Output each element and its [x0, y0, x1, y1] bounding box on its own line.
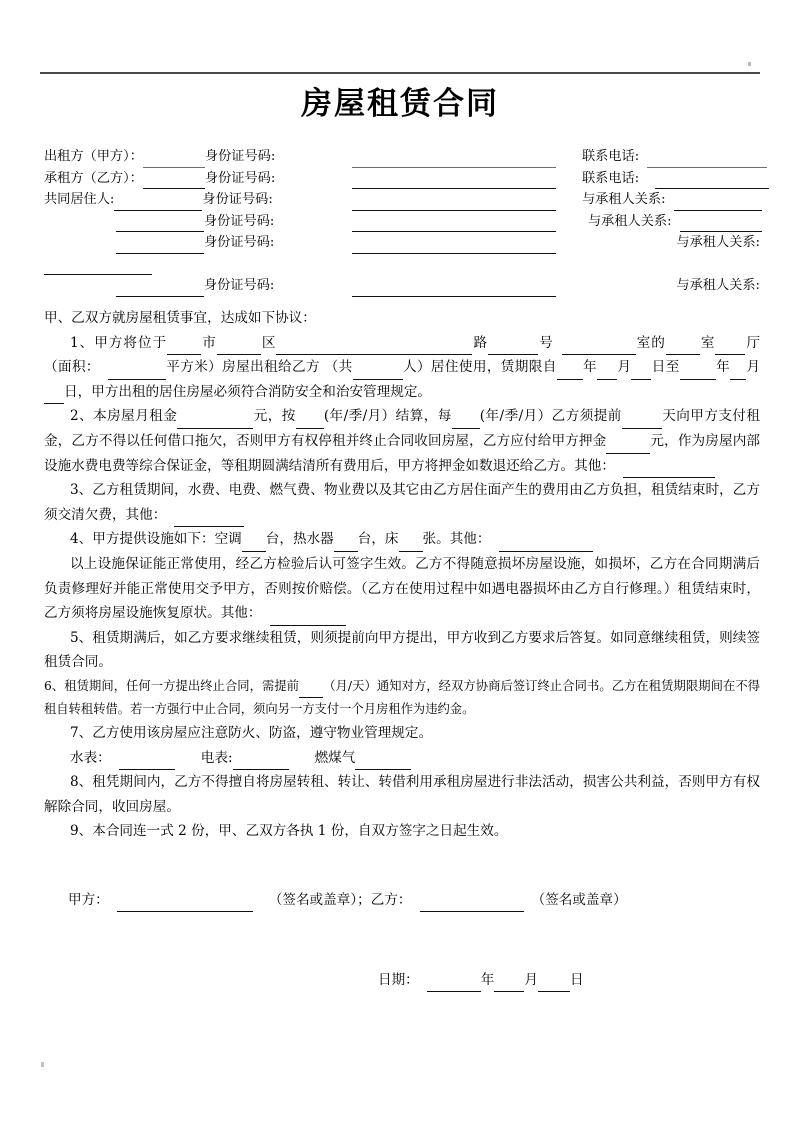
tenant-id-label: 身份证号码: [204, 170, 276, 186]
clause1-sqm-label: 平方米）房屋出租给乙方 （共 [165, 359, 353, 376]
clause1-year-label: 年 [582, 359, 598, 376]
cohabitant-id-label-4: 身份证号码: [204, 278, 275, 293]
settlement-cycle-input[interactable] [296, 414, 324, 429]
clause1-no-label: 号 [538, 334, 554, 351]
bottom-left-speck-icon [41, 1062, 44, 1067]
clause5-body-a: 5、租赁期满后，如乙方要求继续租赁，则须提前向甲方提出，甲方收到乙方要求后答复。如同 [70, 629, 638, 646]
party-b-signature-note: （签名或盖章） [531, 892, 627, 908]
cohabitant-id-input-3[interactable] [352, 239, 556, 254]
cohabitant-row-3 [44, 232, 760, 254]
date-label: 日期： [378, 972, 419, 988]
tenant-phone-label: 联系电话: [582, 170, 640, 186]
start-year-input[interactable] [557, 365, 583, 380]
clause-5 [44, 626, 760, 675]
clause3-body-a: 3、乙方租赁期间，水费、电费、燃气费、物业费以及其它由乙方居住面产生的费用由乙方负担， [70, 482, 652, 499]
date-day-label: 日 [569, 972, 584, 988]
page-title: 房屋租赁合同 [301, 86, 499, 122]
landlord-phone-label: 联系电话: [582, 149, 640, 164]
date-year-input[interactable] [427, 977, 481, 992]
start-day-input[interactable] [631, 365, 651, 380]
landlord-id-label: 身份证号码: [204, 149, 276, 164]
party-row-landlord [44, 146, 760, 168]
district-input[interactable] [217, 340, 261, 355]
clause2-yuan-label: 元，按 [253, 408, 296, 425]
cohabitant-id-input-1[interactable] [352, 196, 556, 211]
clause1-shi-label: 室 [699, 334, 716, 351]
landlord-phone-input[interactable] [647, 153, 767, 168]
landlord-id-input[interactable] [352, 153, 556, 168]
clause4-heater-label: 台，床 [357, 531, 399, 548]
clause6-unit-label: （月/天）通知对方，经双方协商后签订终止合同书。乙方在租 [323, 678, 662, 693]
parties-header-block [44, 146, 760, 297]
clause2-cycle1-label: (年/季/月）结算，每 [323, 408, 452, 425]
clause-9 [44, 819, 760, 844]
cohabitant-relation-label-1: 与承租人关系: [582, 192, 666, 207]
date-day-input[interactable] [538, 977, 570, 992]
meters-row [44, 746, 760, 771]
aircon-count-input[interactable] [242, 537, 266, 552]
clause1-ting-label: 厅（面积： [44, 334, 761, 376]
top-border-rule [40, 72, 760, 74]
clause4-note-other-input[interactable] [270, 611, 346, 626]
gas-meter-label: 燃煤气 [314, 749, 356, 766]
clause4-note-a: 以上设施保证能正常使用，经乙方检验后认可签字生效。乙方不得随意损坏房屋设施，如损坏， [70, 555, 650, 572]
cohabitant-id-input-4[interactable] [352, 282, 556, 297]
preamble-paragraph [44, 306, 760, 331]
clause2-days-label: 天 [661, 408, 677, 425]
clause1-room-of-label: 室的 [635, 334, 666, 351]
clause-2 [44, 404, 760, 478]
cohabitant-relation-input-1[interactable] [674, 196, 762, 211]
cohabitant-name-input-2[interactable] [116, 217, 204, 232]
cohabitant-name-input-3[interactable] [116, 239, 204, 254]
clause7-text: 7、乙方使用该房屋应注意防火、防盗，遵守物业管理规定。 [70, 724, 433, 741]
signature-block [68, 888, 768, 912]
clause1-district-label: 区 [260, 334, 277, 351]
clause-6 [44, 675, 760, 721]
landlord-name-input[interactable] [143, 153, 205, 168]
clause3-body-b: 租赁结束时，乙方须交清欠费，其他： [44, 482, 760, 523]
clause1-road-label: 路 [472, 334, 489, 351]
clause8-body-a: 8、租凭期间内，乙方不得擅自将房屋转租、转让、转借利用承租房屋进行非法活动，损害公共 [70, 774, 638, 791]
party-a-signature-note: （签名或盖章）； [268, 892, 371, 908]
date-year-label: 年 [480, 972, 495, 988]
advance-days-input[interactable] [622, 414, 662, 429]
clause2-body-c: 甲方押金 [551, 432, 607, 449]
top-right-speck-icon [748, 62, 751, 66]
landlord-label: 出租方（甲方）： [44, 149, 143, 164]
tenant-label: 承租方（乙方）： [44, 170, 143, 186]
clause5-body-b: 意继续租赁，则续签租赁合同。 [44, 629, 760, 671]
clause6-body-b: 赁期限期间在不得租自转租转借。若一方强行中止合同，须向另一方支付一个月房租作为违约金。 [44, 678, 760, 716]
party-a-signature-label: 甲方： [68, 892, 109, 908]
clause2-cycle2-label: (年/季/月）乙方须提前 [479, 408, 622, 425]
party-row-tenant [44, 168, 760, 190]
payment-cycle-input[interactable] [452, 414, 480, 429]
cohabitant-id-label-1: 身份证号码: [202, 192, 273, 207]
clause2-body-d: 元，作为房屋内部设施水费电费等综合保证金，等租期圆满结清所有费用后，甲方将 [44, 432, 761, 474]
clause4-note-c: 损坏由乙方自行修理。）租赁结束时，乙方须将房屋设施恢复原状。其他： [44, 580, 760, 622]
city-input[interactable] [167, 340, 201, 355]
clause-4-note [44, 552, 760, 626]
preamble-text: 甲、乙双方就房屋租赁事宜，达成如下协议： [44, 310, 316, 326]
cohabitant-row-4 [44, 275, 760, 297]
cohabitant-relation-label-3: 与承租人关系: [676, 235, 760, 250]
clause9-text: 9、本合同连一式 2 份，甲、乙双方各执 1 份，自双方签字之日起生效。 [70, 823, 508, 840]
party-b-signature-input[interactable] [420, 897, 524, 912]
start-month-input[interactable] [597, 365, 617, 380]
clause1-lead: 1、甲方将位于 [70, 334, 168, 351]
clause2-other-input[interactable] [623, 463, 715, 478]
cohabitant-orphan-underline-row [44, 254, 760, 276]
cohabitant-relation-label-4: 与承租人关系: [676, 278, 760, 293]
cohabitant-extra-input[interactable] [44, 260, 152, 275]
heater-count-input[interactable] [334, 537, 358, 552]
termination-notice-input[interactable] [299, 683, 323, 698]
cohabitant-label: 共同居住人: [44, 192, 115, 207]
clause4-other-input[interactable] [499, 537, 593, 552]
clause1-month-label: 月 [617, 359, 632, 376]
cohabitant-row-1 [44, 189, 760, 211]
clause-7 [44, 721, 760, 746]
clause-4 [44, 527, 760, 552]
clause4-note-b: 乙方在合同期满后负责修理好并能正常使用交予甲方，否则按价赔偿。（乙方在使用过程中如遇电器 [44, 555, 761, 597]
date-month-label: 月 [524, 972, 538, 988]
clause1-city-label: 市 [201, 334, 217, 351]
electric-meter-label: 电表: [200, 749, 233, 766]
party-b-signature-label: 乙方： [370, 892, 412, 908]
gas-meter-input[interactable] [355, 755, 411, 770]
clause2-body-e: 押金如数退还给乙方。其他： [438, 457, 615, 474]
bedroom-count-input[interactable] [666, 340, 700, 355]
clause1-day-label: 日至 [651, 359, 680, 376]
date-month-input[interactable] [494, 977, 524, 992]
road-input[interactable] [276, 340, 472, 355]
tenant-phone-input[interactable] [655, 174, 769, 189]
living-room-count-input[interactable] [715, 340, 745, 355]
date-block [378, 968, 584, 992]
monthly-rent-input[interactable] [177, 414, 253, 429]
room-no-input[interactable] [562, 340, 636, 355]
tenant-id-input[interactable] [352, 174, 556, 189]
clause2-lead: 2、本房屋月租金 [70, 408, 178, 425]
clause3-other-input[interactable] [174, 512, 244, 527]
cohabitant-id-label-2: 身份证号码: [204, 213, 275, 229]
clause1-persons-label: 人）居住使用，赁期限自 [402, 359, 557, 376]
clause-3 [44, 478, 760, 527]
cohabitant-id-label-3: 身份证号码: [204, 235, 275, 250]
clause1-year2-label: 年 [715, 359, 731, 376]
end-year-input[interactable] [680, 365, 716, 380]
clause2-body-b: 向甲方支付租金，乙方不得以任何借口拖欠，否则甲方有权停租并终止合同收回房屋，乙方应付给 [44, 408, 761, 449]
end-month-input[interactable] [730, 365, 746, 380]
tenant-name-input[interactable] [143, 174, 205, 189]
water-meter-input[interactable] [119, 755, 175, 770]
party-a-signature-input[interactable] [117, 897, 253, 912]
bed-count-input[interactable] [399, 537, 423, 552]
clause6-lead: 6、租赁期间，任何一方提出终止合同，需提前 [44, 678, 300, 693]
clause1-month2-label: 月 [746, 359, 761, 376]
contract-body [44, 306, 760, 844]
water-meter-label: 水表： [70, 749, 111, 766]
clause4-ac-label: 台，热水器 [265, 531, 334, 548]
clause-1 [44, 331, 760, 405]
cohabitant-row-2 [44, 211, 760, 233]
clause1-tail: 日，甲方出租的居住房屋必须符合消防安全和治安管理规定。 [64, 383, 432, 400]
electric-meter-input[interactable] [233, 755, 289, 770]
cohabitant-relation-label-2: 与承租人关系: [588, 213, 672, 229]
occupant-count-input[interactable] [353, 365, 403, 380]
clause8-body-b: 利益，否则甲方有权解除合同，收回房屋。 [44, 774, 760, 815]
end-day-input[interactable] [44, 389, 64, 404]
cohabitant-id-input-2[interactable] [352, 217, 556, 232]
clause-8 [44, 770, 760, 819]
cohabitant-name-input-4[interactable] [116, 282, 204, 297]
cohabitant-name-input-1[interactable] [114, 196, 202, 211]
cohabitant-relation-input-2[interactable] [680, 217, 762, 232]
clause4-lead: 4、甲方提供设施如下：空调 [70, 531, 242, 548]
deposit-input[interactable] [606, 439, 650, 454]
area-input[interactable] [108, 365, 166, 380]
clause4-bed-label: 张。其他： [422, 531, 491, 548]
building-no-input[interactable] [488, 340, 538, 355]
